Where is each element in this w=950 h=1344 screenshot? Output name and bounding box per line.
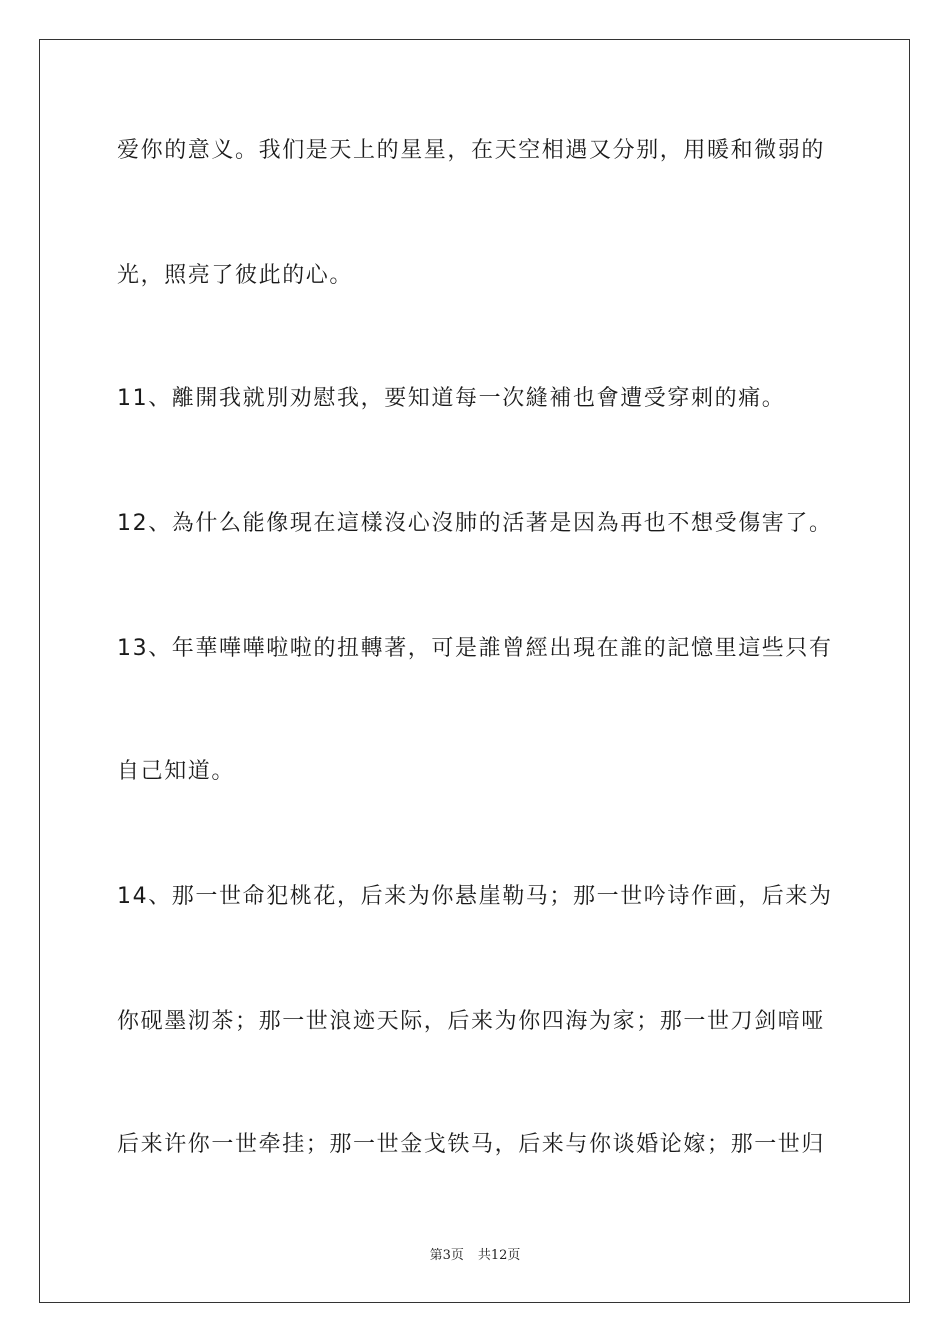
text-line-5: 13、年華嘩嘩啦啦的扭轉著，可是誰曾經出現在誰的記憶里這些只有 xyxy=(117,636,833,661)
page-footer xyxy=(0,1247,950,1265)
text-line-9: 后来许你一世牵挂；那一世金戈铁马，后来与你谈婚论嫁；那一世归 xyxy=(117,1132,826,1157)
page-border xyxy=(39,39,910,1303)
page-number: 第3页 xyxy=(429,1248,464,1263)
text-line-7: 14、那一世命犯桃花，后来为你悬崖勒马；那一世吟诗作画，后来为 xyxy=(117,884,833,909)
text-line-2: 光，照亮了彼此的心。 xyxy=(117,263,354,288)
text-line-3: 11、離開我就別劝慰我，要知道每一次縫補也會遭受穿刺的痛。 xyxy=(117,386,786,411)
text-line-8: 你砚墨沏茶；那一世浪迹天际，后来为你四海为家；那一世刀剑喑哑 xyxy=(117,1009,826,1034)
page-total: 共12页 xyxy=(477,1248,521,1263)
text-line-6: 自己知道。 xyxy=(117,759,236,784)
text-line-4: 12、為什么能像現在這樣沒心沒肺的活著是因為再也不想受傷害了。 xyxy=(117,511,833,536)
text-line-1: 爱你的意义。我们是天上的星星，在天空相遇又分别，用暖和微弱的 xyxy=(117,138,826,163)
